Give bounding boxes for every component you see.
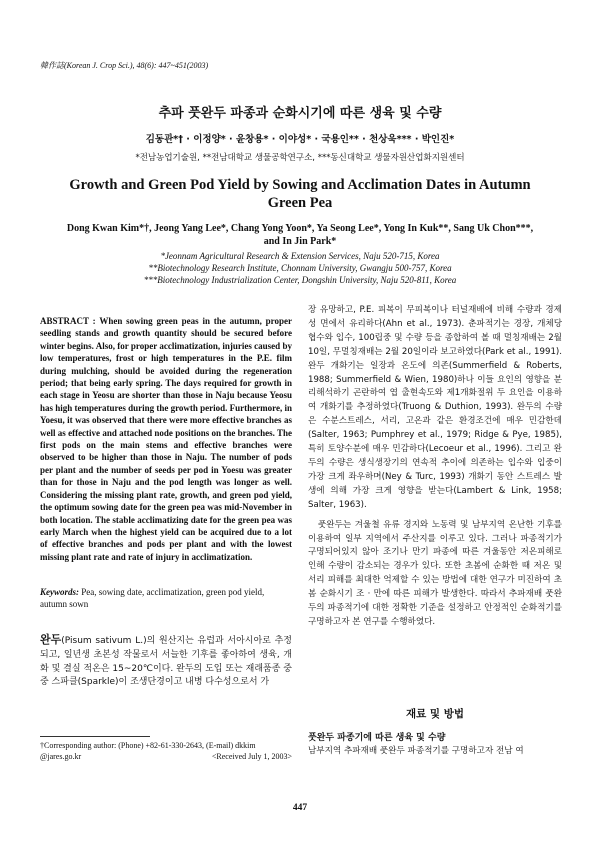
intro-left-text: (Pisum sativum L.)의 원산지는 유럽과 서아시아로 추정되고, 일년생 초본성 작물로서 서늘한 기후를 좋아하여 생육, 개화 및 결실 적온은 15~20℃이다. 완두의 도입 또는 재래품종 중 중 스파클(Sparkle)이 조생단경이고 내병 다수성으로서 가 [40, 636, 292, 688]
page-number: 447 [292, 803, 308, 813]
authors-english: Dong Kwan Kim*†, Jeong Yang Lee*, Chang Yong Yoon*, Ya Seong Lee*, Yong In Kuk**, Sang Uk Chon***, and In Jin Park* [66, 223, 534, 247]
subsection-text: 남부지역 추파재배 풋완두 파종적기를 구명하고자 전남 여 [308, 746, 524, 756]
title-english: Growth and Green Pod Yield by Sowing and Acclimation Dates in Autumn Green Pea [69, 177, 531, 211]
keywords-label: Keywords: [40, 587, 79, 597]
affiliation-1: *Jeonnam Agricultural Research & Extension Services, Naju 520-715, Korea [160, 251, 440, 261]
right-paragraph-1: 장 유망하고, P.E. 피복이 무피복이나 터널재배에 비해 수량과 경제성 면에서 유리하다(Ahn et al., 1973). 춘파적기는 경장, 개체당 협수와 입수, 100립중 및 수량 등을 종합하여 볼 때 멀칭재배는 2월 10일, 무멀칭재배는 2월 20일이라 보고하였다(Park et al., 1991). 완두 개화기는 일장과 온도에 의존(Summerfield & Roberts, 1988; Summerfield & Wien, 1980)하나 이들 요인의 영향을 분리해석하기 곤란하여 엽 출현속도와 제1개화절위 두 요인을 이용하여 개화기를 추정하였다(Truong & Duthion, 1993). 완두의 수량은 수분스트레스, 서리, 고온과 같은 환경조건에 매우 민감한데(Salter, 1963; Pumphrey et al., 1979; Ridge & Pye, 1985), 특히 토양수분에 매우 민감하다(Lecoeur et al., 1996). 그리고 완두의 수량은 생식생장기의 연속적 추이에 의존하는 입수와 입중이 가장 크게 좌우하며(Ney & Turc, 1993) 개화기 동안 스트레스 발생에 의해 가장 크게 영향을 받는다(Lambert & Link, 1958; Salter, 1963). [308, 305, 562, 510]
footnote-contact: †Corresponding author: (Phone) +82-61-330-2643, (E-mail) dkkim [40, 741, 256, 750]
right-paragraph-2: 풋완두는 겨울철 유류 경지와 노동력 및 남부지역 온난한 기후를 이용하여 일부 지역에서 주산지를 이루고 있다. 그러나 파종적기가 구명되어있지 않아 조기나 만기 파종에 따른 겨울동안 저온피해로 인해 수량이 감소되는 경우가 있다. 또한 초봄에 순화한 때 저온 및 서리 피해를 최대한 억제할 수 있는 방법에 대한 연구가 미진하여 초봄 순화시기 조 · 만에 따른 피해가 발생한다. 따라서 추파재배 풋완두의 파종적기에 대한 정확한 기준을 설정하고 안정적인 순화적기를 구명하고자 본 연구를 수행하였다. [308, 519, 562, 627]
title-korean: 추파 풋완두 파종과 순화시기에 따른 생육 및 수량 [158, 106, 442, 121]
authors-korean: 김동관*† · 이정양* · 윤창용* · 이야성* · 국용인** · 천상욱*** · 박인진* [145, 134, 455, 145]
footnote-divider [40, 736, 150, 737]
footnote [40, 740, 292, 762]
journal-header: 韓作誌(Korean J. Crop Sci.), 48(6): 447~451(2003) [40, 61, 209, 70]
affiliation-3: ***Biotechnology Industrialization Center, Dongshin University, Naju 520-811, Korea [143, 275, 457, 285]
received-date: <Received July 1, 2003> [211, 752, 292, 761]
keywords-text: Pea, sowing date, acclimatization, green pod yield, autumn sown [40, 587, 265, 610]
subsection-heading: 풋완두 파종기에 따른 생육 및 수량 [308, 733, 446, 743]
affiliations-korean: *전남농업기술원, **전남대학교 생물공학연구소, ***동신대학교 생물자원산업화지원센터 [135, 153, 465, 163]
intro-left-column [40, 633, 292, 690]
footnote-email: @jares.go.kr [40, 752, 82, 761]
intro-lead-word: 완두 [40, 633, 62, 646]
affiliation-2: **Biotechnology Research Institute, Chonnam University, Gwangju 500-757, Korea [148, 263, 452, 273]
section-heading: 재료 및 방법 [405, 708, 465, 720]
right-column [308, 304, 562, 636]
keywords [40, 586, 292, 611]
affiliations-english [60, 250, 540, 286]
abstract: ABSTRACT : When sowing green peas in the autumn, proper seedling stands and growth quantity should be secured before winter begins. Also, for proper acclimatization, injuries caused by low temperatures, frost or high temperatures in the P.E. film during mulching, should be avoided during the regeneration period; that being early spring. The days required for growth in each stage in Yeosu are shorter than those in Naju because Yeosu has high temperatures during the growth period. Furthermore, in Yoesu, it was observed that there were more effective branches as well as effective and attached node positions on the branches. The first pods on the main stems and effective branches were observed to be higher than those in Naju. The number of pods per plant and the number of seeds per pod in Yoesu was greater than for those in Naju and the pod length was longer as well. Considering the missing plant rate, growth, and green pod yield, the optimum sowing date for the green pea was mid-November in both location. The stable acclimatizing date for the green pea was early March when the highest yield can be acquired due to a lot of effective branches and pods per plant and with the lowest missing plant rate and rate of injury in acclimatization. [40, 316, 292, 562]
